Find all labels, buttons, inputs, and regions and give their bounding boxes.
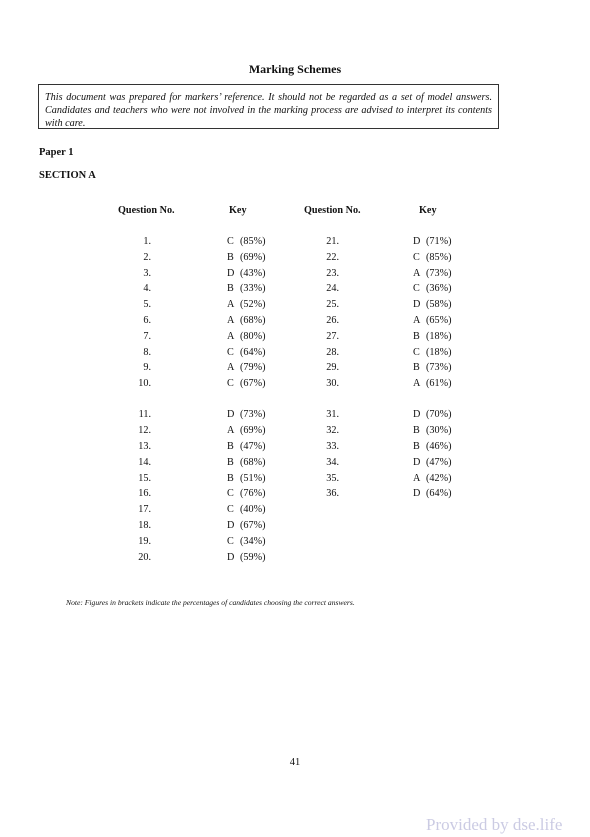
question-number: 36. (326, 488, 339, 500)
left-question-column (130, 234, 151, 565)
answer-key (227, 376, 265, 392)
answer-letter: B (227, 440, 234, 452)
answer-key (227, 534, 265, 550)
question-number: 18. (138, 519, 151, 531)
answer-percentage: (73%) (240, 409, 266, 421)
question-number: 34. (326, 456, 339, 468)
answer-percentage: (67%) (240, 378, 266, 390)
answer-letter: C (227, 504, 234, 516)
answer-percentage: (65%) (426, 314, 452, 326)
answer-percentage: (18%) (426, 346, 452, 358)
answer-letter: A (413, 314, 421, 326)
answer-key (413, 234, 451, 250)
answer-letter: C (227, 236, 234, 247)
answer-letter: C (413, 346, 420, 358)
question-number: 6. (143, 314, 151, 326)
answer-key (227, 407, 265, 423)
answer-key (413, 266, 451, 282)
question-number: 26. (326, 314, 339, 326)
question-number: 16. (138, 488, 151, 500)
disclaimer-box: This document was prepared for markers’ reference. It should not be regarded as a set of model answers. Candidates and teachers who were not involved in the marking process are advised to interpret its contents with care. (38, 84, 499, 129)
answer-key (413, 439, 451, 455)
question-number: 8. (143, 346, 151, 358)
question-number: 19. (138, 535, 151, 547)
answer-key (413, 486, 451, 502)
answer-key (227, 439, 265, 455)
answer-key (413, 376, 451, 392)
answer-percentage: (64%) (426, 488, 452, 500)
answer-key (413, 345, 451, 361)
answer-key (227, 250, 265, 266)
question-number: 12. (138, 425, 151, 437)
answer-letter: D (413, 488, 421, 500)
question-number: 25. (326, 299, 339, 311)
answer-key (227, 329, 265, 345)
question-number: 13. (138, 440, 151, 452)
question-number: 14. (138, 456, 151, 468)
answer-letter: B (227, 251, 234, 263)
answer-percentage: (85%) (240, 236, 266, 247)
answer-letter: D (227, 551, 235, 563)
question-number: 31. (326, 409, 339, 421)
answer-letter: D (227, 519, 235, 531)
answer-letter: D (227, 409, 235, 421)
answer-key (227, 266, 265, 282)
answer-letter: B (227, 283, 234, 295)
question-number: 33. (326, 440, 339, 452)
answer-letter: C (227, 346, 234, 358)
answer-percentage: (34%) (240, 535, 266, 547)
question-number: 4. (143, 283, 151, 295)
header-key-left: Key (229, 205, 247, 216)
answer-percentage: (47%) (426, 456, 452, 468)
answer-letter: A (227, 330, 235, 342)
answer-percentage: (42%) (426, 472, 452, 484)
answer-percentage: (73%) (426, 267, 452, 279)
answer-key (413, 455, 451, 471)
answer-percentage: (46%) (426, 440, 452, 452)
answer-key (413, 423, 451, 439)
answer-key (413, 250, 451, 266)
answer-key (413, 281, 451, 297)
answer-letter: C (413, 283, 420, 295)
answer-key (227, 281, 265, 297)
answer-key (227, 550, 265, 566)
header-key-right: Key (419, 205, 437, 216)
question-number: 5. (143, 299, 151, 311)
answer-percentage: (70%) (426, 409, 452, 421)
question-number: 10. (138, 378, 151, 390)
left-key-column (227, 234, 265, 565)
answer-percentage: (30%) (426, 425, 452, 437)
answer-percentage: (69%) (240, 251, 266, 263)
question-number: 2. (143, 251, 151, 263)
answer-key (227, 297, 265, 313)
answer-key (227, 455, 265, 471)
answer-letter: C (227, 378, 234, 390)
question-number: 20. (138, 551, 151, 563)
answer-letter: D (413, 299, 421, 311)
question-number: 35. (326, 472, 339, 484)
answer-letter: C (413, 251, 420, 263)
answer-percentage: (18%) (426, 330, 452, 342)
answer-percentage: (67%) (240, 519, 266, 531)
answer-letter: A (227, 362, 235, 374)
section-label: SECTION A (39, 170, 96, 181)
question-number: 11. (138, 409, 151, 421)
question-number: 29. (326, 362, 339, 374)
answer-percentage: (36%) (426, 283, 452, 295)
answer-letter: D (413, 409, 421, 421)
question-number: 7. (143, 330, 151, 342)
answer-key (227, 471, 265, 487)
question-number: 17. (138, 504, 151, 516)
answer-key (227, 423, 265, 439)
right-question-column (318, 234, 339, 502)
answer-key (227, 360, 265, 376)
answer-percentage: (51%) (240, 472, 266, 484)
answer-letter: B (413, 440, 420, 452)
answer-percentage: (47%) (240, 440, 266, 452)
answer-key (227, 313, 265, 329)
answer-letter: A (413, 472, 421, 484)
answer-key (413, 407, 451, 423)
answer-percentage: (85%) (426, 251, 452, 263)
answer-percentage: (64%) (240, 346, 266, 358)
answer-percentage: (43%) (240, 267, 266, 279)
question-number: 30. (326, 378, 339, 390)
right-key-column (413, 234, 451, 502)
question-number: 23. (326, 267, 339, 279)
question-number: 15. (138, 472, 151, 484)
answer-letter: B (413, 362, 420, 374)
answer-key (413, 471, 451, 487)
provided-by-watermark: Provided by dse.life (426, 815, 563, 834)
answer-percentage: (58%) (426, 299, 452, 311)
answer-key (227, 234, 265, 250)
answer-key (413, 297, 451, 313)
question-number: 21. (326, 236, 339, 247)
question-number: 32. (326, 425, 339, 437)
answer-letter: A (413, 267, 421, 279)
answer-letter: B (227, 472, 234, 484)
answer-letter: A (413, 378, 421, 390)
answer-key (413, 360, 451, 376)
answer-letter: A (227, 299, 235, 311)
answer-percentage: (33%) (240, 283, 266, 295)
answer-percentage: (73%) (426, 362, 452, 374)
answer-letter: A (227, 425, 235, 437)
answer-key (227, 502, 265, 518)
question-number: 1. (143, 236, 151, 247)
paper-label: Paper 1 (39, 147, 74, 158)
page-number: 41 (289, 757, 301, 768)
answer-percentage: (69%) (240, 425, 266, 437)
answer-letter: D (413, 236, 421, 247)
question-number: 9. (143, 362, 151, 374)
header-question-no-right: Question No. (304, 205, 361, 216)
answer-percentage: (59%) (240, 551, 266, 563)
question-number: 3. (143, 267, 151, 279)
answer-percentage: (68%) (240, 314, 266, 326)
answer-percentage: (71%) (426, 236, 452, 247)
answer-letter: D (227, 267, 235, 279)
answer-key (227, 345, 265, 361)
answer-letter: D (413, 456, 421, 468)
answer-percentage: (52%) (240, 299, 266, 311)
question-number: 24. (326, 283, 339, 295)
answer-percentage: (79%) (240, 362, 266, 374)
answer-letter: B (413, 330, 420, 342)
footnote: Note: Figures in brackets indicate the percentages of candidates choosing the correct answers. (66, 598, 355, 607)
page-title: Marking Schemes (248, 62, 342, 76)
header-question-no-left: Question No. (118, 205, 175, 216)
answer-letter: C (227, 535, 234, 547)
answer-letter: B (227, 456, 234, 468)
answer-letter: A (227, 314, 235, 326)
answer-percentage: (40%) (240, 504, 266, 516)
answer-percentage: (76%) (240, 488, 266, 500)
question-number: 22. (326, 251, 339, 263)
answer-letter: B (413, 425, 420, 437)
answer-key (227, 518, 265, 534)
question-number: 28. (326, 346, 339, 358)
answer-percentage: (80%) (240, 330, 266, 342)
answer-key (413, 329, 451, 345)
answer-percentage: (61%) (426, 378, 452, 390)
answer-key (413, 313, 451, 329)
answer-percentage: (68%) (240, 456, 266, 468)
question-number: 27. (326, 330, 339, 342)
answer-key (227, 486, 265, 502)
answer-letter: C (227, 488, 234, 500)
